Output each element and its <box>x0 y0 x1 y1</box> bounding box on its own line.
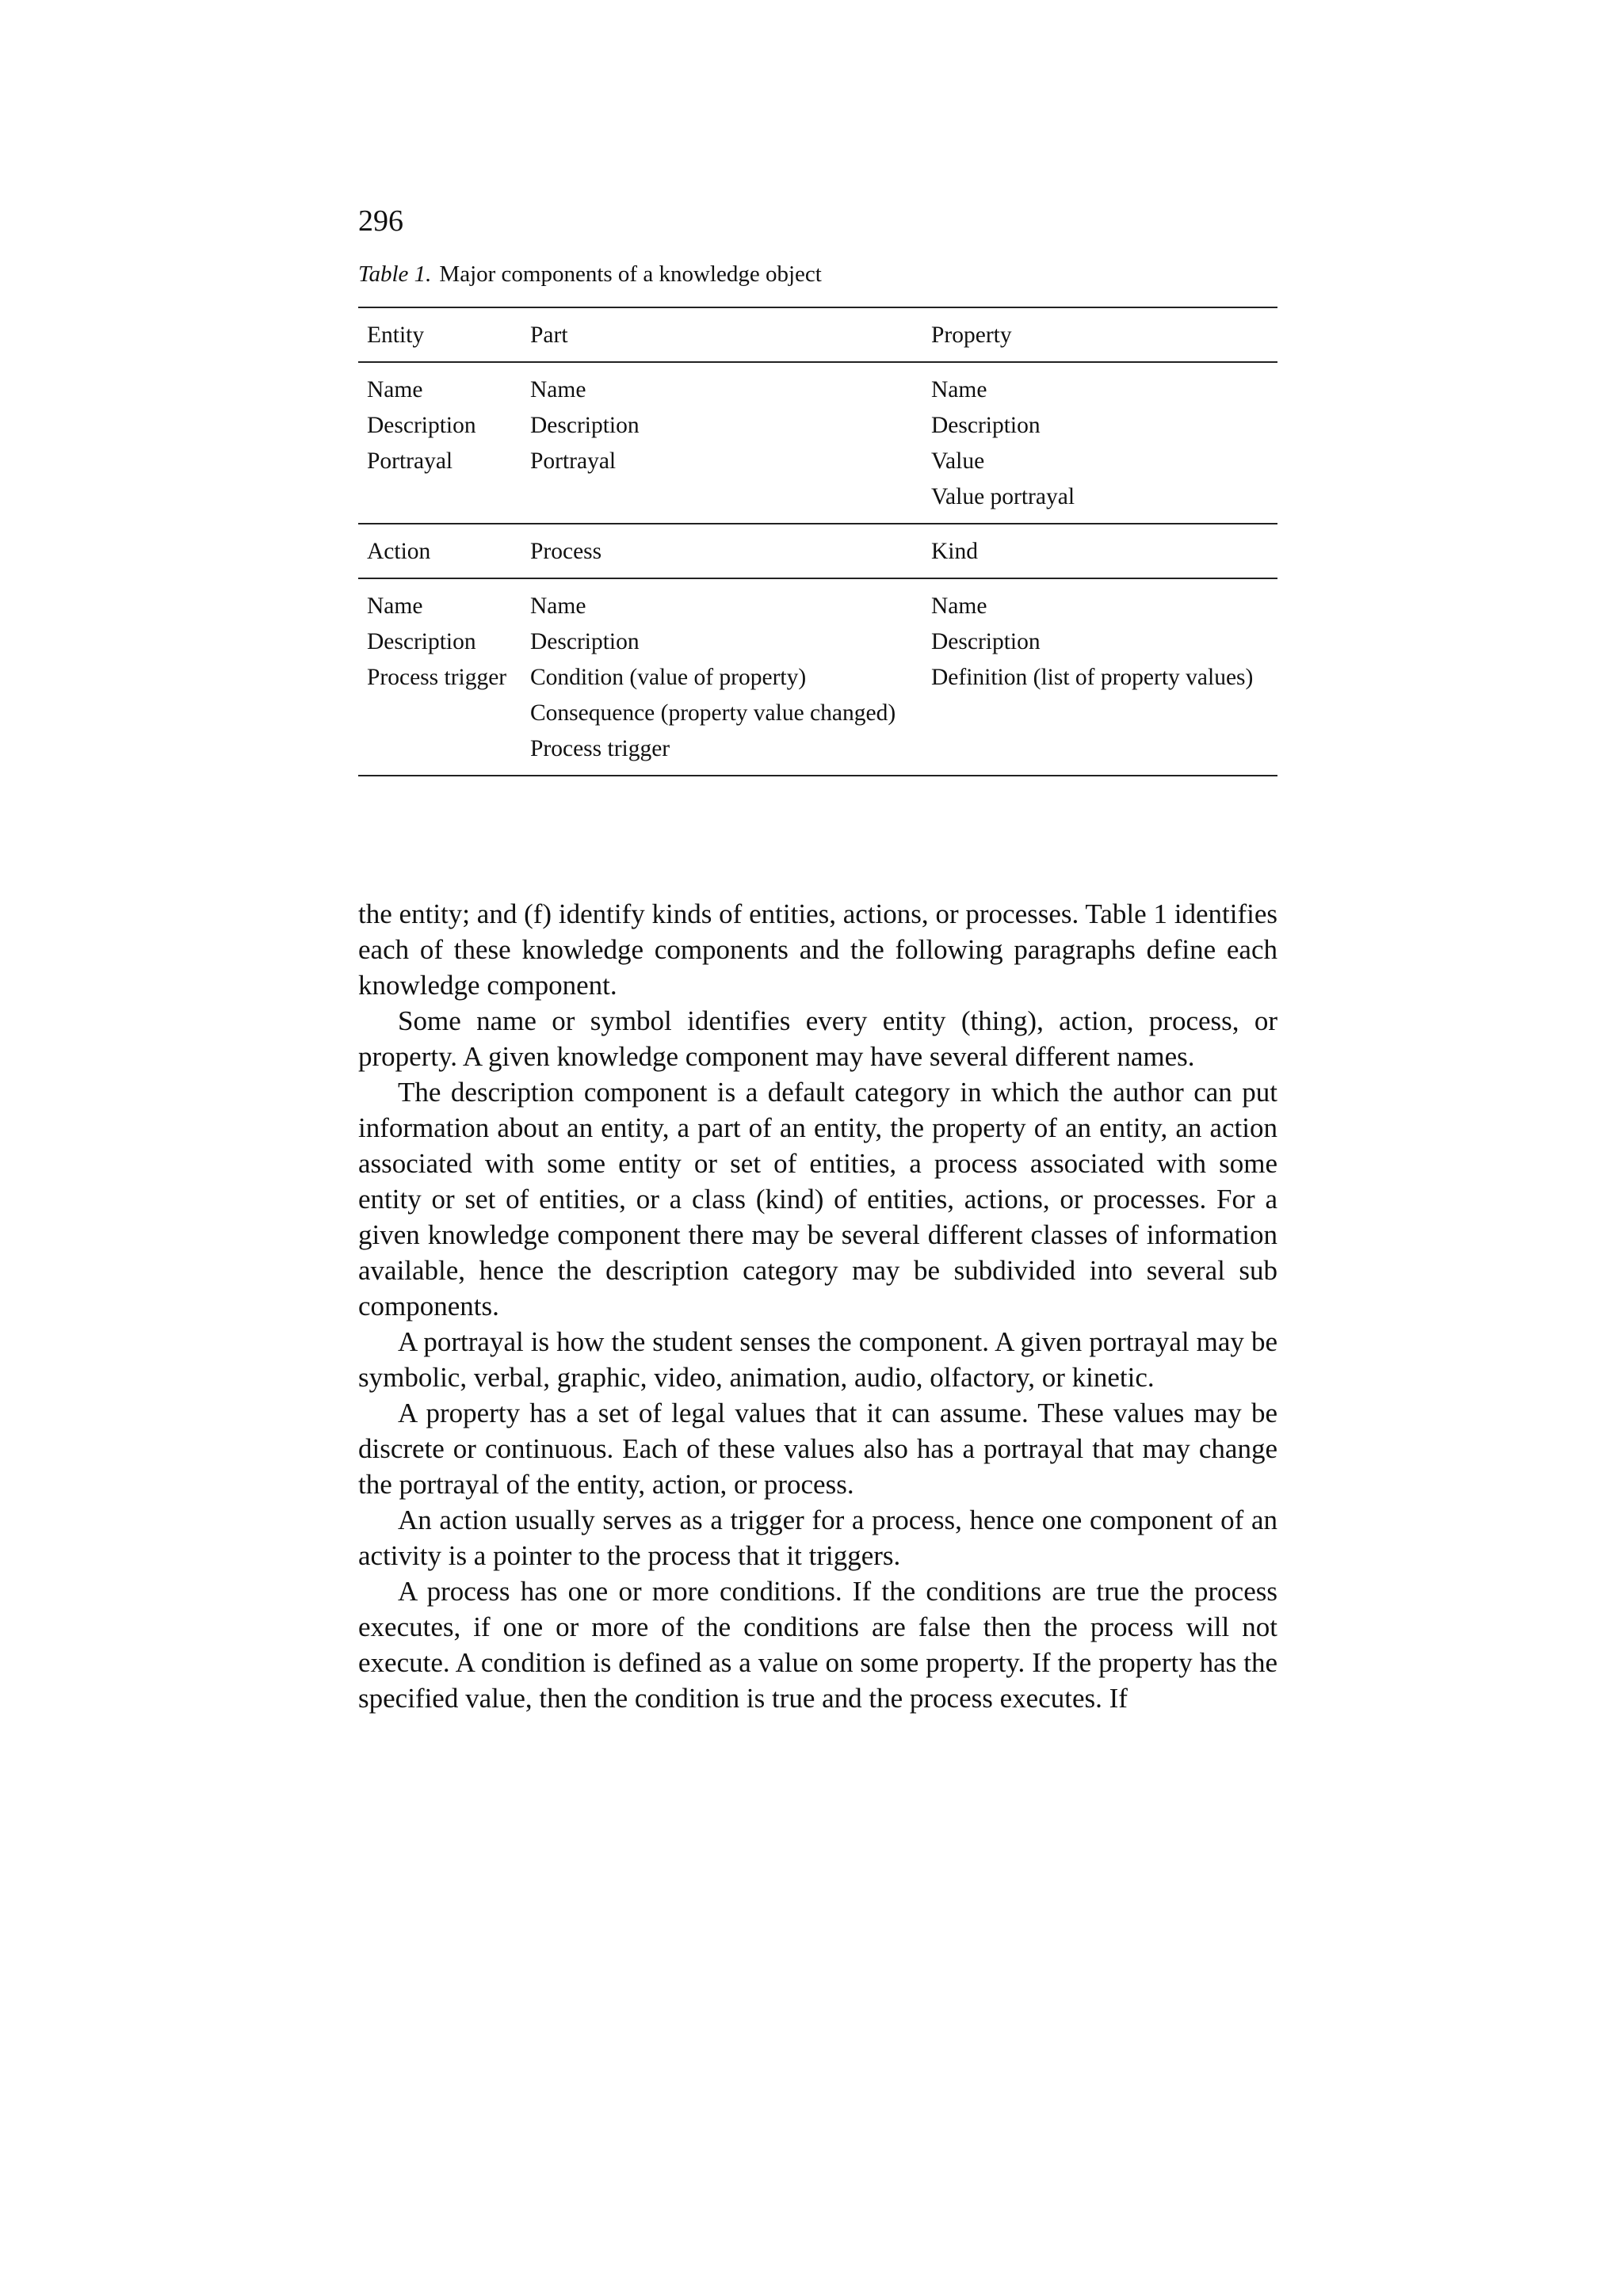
table-cell <box>358 578 521 776</box>
table-cell-line: Description <box>530 629 640 654</box>
table-header-cell: Part <box>521 307 922 362</box>
paragraph: A property has a set of legal values that it can assume. These values may be discrete or continuous. Each of these values also has a portrayal that may change the portrayal of the entity, action, or process. <box>358 1398 1277 1500</box>
table-cell-line: Description <box>931 413 1041 438</box>
table-cell-line: Name <box>367 593 423 619</box>
table-cell <box>922 362 1277 524</box>
body-text <box>358 896 1277 1716</box>
table-cell-line: Process trigger <box>367 665 507 690</box>
knowledge-object-table <box>358 307 1277 776</box>
table-body-row <box>358 578 1277 776</box>
table-cell-line: Value portrayal <box>931 484 1075 509</box>
paragraph: A process has one or more conditions. If the conditions are true the process executes, if one or more of the conditions are false then the process will not execute. A condition is defined as a value on some property. If the property has the specified value, then the condition is true and the process executes. If <box>358 1576 1277 1714</box>
table-cell-line: Description <box>530 413 640 438</box>
table-cell-line: Name <box>931 377 987 402</box>
table-header-row <box>358 524 1277 578</box>
paragraph: An action usually serves as a trigger for a process, hence one component of an activity is a pointer to the process that it triggers. <box>358 1505 1277 1571</box>
paragraph: A portrayal is how the student senses the component. A given portrayal may be symbolic, verbal, graphic, video, animation, audio, olfactory, or kinetic. <box>358 1326 1277 1393</box>
table-cell-line: Name <box>530 377 586 402</box>
paragraph: The description component is a default category in which the author can put information about an entity, a part of an entity, the property of an entity, an action associated with some entity or set of entities, a process associated with some entity or set of entities, or a class (kind) of entities, actions, or processes. For a given knowledge component there may be several different classes of information available, hence the description category may be subdivided into several sub components. <box>358 1077 1277 1322</box>
table-header-cell: Process <box>521 524 922 578</box>
table-cell <box>521 578 922 776</box>
table-cell-line: Description <box>931 629 1041 654</box>
table-cell <box>358 362 521 524</box>
table-caption-text: Major components of a knowledge object <box>439 261 822 287</box>
page-number: 296 <box>358 204 403 238</box>
table-cell <box>922 578 1277 776</box>
table-cell-line: Condition (value of property) <box>530 665 807 690</box>
table-cell-line: Name <box>367 377 423 402</box>
table-cell-line: Consequence (property value changed) <box>530 700 896 726</box>
table-header-cell: Action <box>358 524 521 578</box>
table-cell-line: Definition (list of property values) <box>931 665 1254 690</box>
table-cell-line: Name <box>530 593 586 619</box>
table-header-cell: Property <box>922 307 1277 362</box>
table-cell-line: Description <box>367 413 476 438</box>
table-header-cell: Entity <box>358 307 521 362</box>
paragraph: Some name or symbol identifies every entity (thing), action, process, or property. A given knowledge component may have several different names. <box>358 1005 1277 1072</box>
table-cell-line: Description <box>367 629 476 654</box>
table-header-row <box>358 307 1277 362</box>
table-cell <box>521 362 922 524</box>
table-cell-line: Name <box>931 593 987 619</box>
table-caption-label: Table 1. <box>358 261 432 287</box>
table-cell-line: Process trigger <box>530 736 670 761</box>
table-caption <box>358 259 822 289</box>
table-cell-line: Value <box>931 448 985 474</box>
paragraph: the entity; and (f) identify kinds of entities, actions, or processes. Table 1 identifies each of these knowledge components and the following paragraphs define each knowledge component. <box>358 898 1277 1001</box>
table-header-cell: Kind <box>922 524 1277 578</box>
table-cell-line: Portrayal <box>367 448 453 474</box>
table-cell-line: Portrayal <box>530 448 617 474</box>
table-body-row <box>358 362 1277 524</box>
